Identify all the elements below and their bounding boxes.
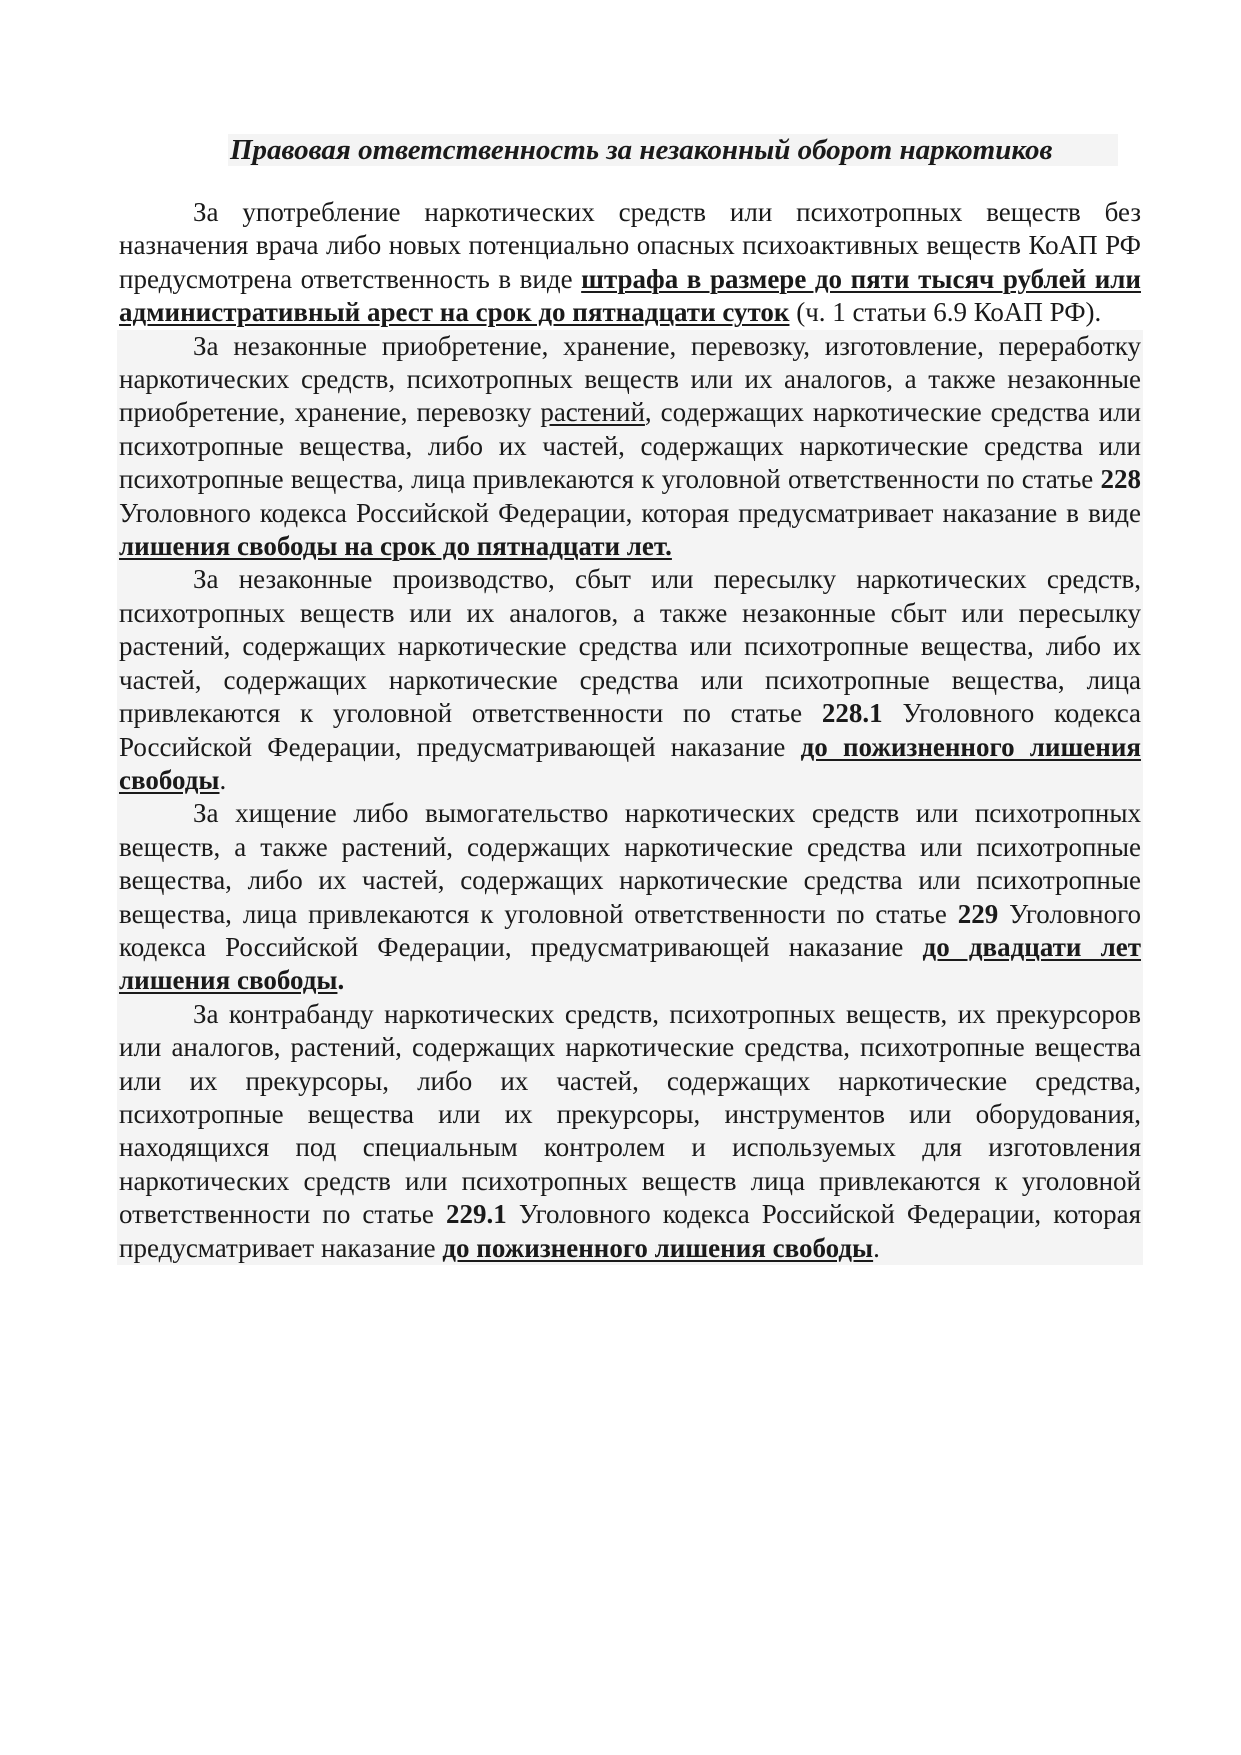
paragraph-uk-229-1 — [117, 998, 1143, 1265]
article-number: 229.1 — [446, 1199, 507, 1230]
penalty-emphasis: штрафа в размере до пяти тысяч рублей или административный арест на срок до пятнадцати суток — [119, 263, 1141, 328]
paragraph-text: . — [219, 764, 227, 795]
article-number: 229 — [957, 898, 999, 929]
paragraph-uk-229 — [117, 797, 1143, 997]
document-body — [117, 196, 1143, 1265]
penalty-emphasis: до пожизненного лишения свободы — [119, 731, 1141, 795]
paragraph-uk-228-1 — [117, 563, 1143, 797]
penalty-emphasis: до двадцати лет лишения свободы — [119, 931, 1141, 996]
paragraph-text: (ч. 1 статьи 6.9 КоАП РФ). — [789, 297, 1102, 328]
paragraph-period: . — [337, 965, 345, 996]
paragraph-text: За незаконные производство, сбыт или пересылку наркотических средств, психотропных веществ или их аналогов, а также незаконные сбыт или пересылку растений, содержащих наркотические средства или психотропные вещества, либо их частей, содержащих наркотические средства или психотропные вещества, лица привлекаются к уголовной ответственности по статье — [119, 564, 1141, 729]
paragraph-text: Уголовного кодекса Российской Федерации, предусматривающей наказание — [119, 898, 1141, 962]
plants-underlined: растений — [540, 397, 645, 428]
paragraph-text: За контрабанду наркотических средств, психотропных веществ, их прекурсоров или аналогов, растений, содержащих наркотические средства, психотропные вещества или их прекурсоры, либо их частей, содержащих наркотические средства, психотропные вещества или их прекурсоры, инструментов или оборудования, находящихся под специальным контролем и используемых для изготовления наркотических средств или психотропных веществ лица привлекаются к уголовной ответственности по статье — [119, 998, 1141, 1230]
penalty-emphasis: до пожизненного лишения свободы — [442, 1232, 874, 1263]
paragraph-text: Уголовного кодекса Российской Федерации, предусматривающей наказание — [119, 698, 1141, 762]
paragraph-text: Уголовного кодекса Российской Федерации, которая предусматривает наказание — [119, 1199, 1141, 1263]
paragraph-uk-228 — [117, 330, 1143, 564]
paragraph-koap-6-9 — [117, 196, 1143, 330]
paragraph-text: , содержащих наркотические средства или психотропные вещества, либо их частей, содержащих наркотические средства или психотропные вещества, лица привлекаются к уголовной ответственности по статье — [119, 397, 1141, 495]
document-title: Правовая ответственность за незаконный оборот наркотиков — [230, 134, 1053, 166]
article-number: 228.1 — [821, 698, 883, 729]
paragraph-text: За хищение либо вымогательство наркотических средств или психотропных веществ, а также растений, содержащих наркотические средства или психотропные вещества, либо их частей, содержащих наркотические средства или психотропные вещества, лица привлекаются к уголовной ответственности по статье — [119, 798, 1141, 929]
article-number: 228 — [1100, 464, 1141, 495]
penalty-emphasis: лишения свободы на срок до пятнадцати лет. — [119, 531, 672, 562]
paragraph-text: . — [873, 1232, 880, 1263]
paragraph-text: Уголовного кодекса Российской Федерации, которая предусматривает наказание в виде — [119, 497, 1141, 528]
paragraph-text: За незаконные приобретение, хранение, перевозку, изготовление, переработку наркотических средств, психотропных веществ или их аналогов, а также незаконные приобретение, хранение, перевозку — [119, 330, 1141, 428]
paragraph-text: За употребление наркотических средств или психотропных веществ без назначения врача либо новых потенциально опасных психоактивных веществ КоАП РФ предусмотрена ответственность в виде — [119, 197, 1141, 294]
